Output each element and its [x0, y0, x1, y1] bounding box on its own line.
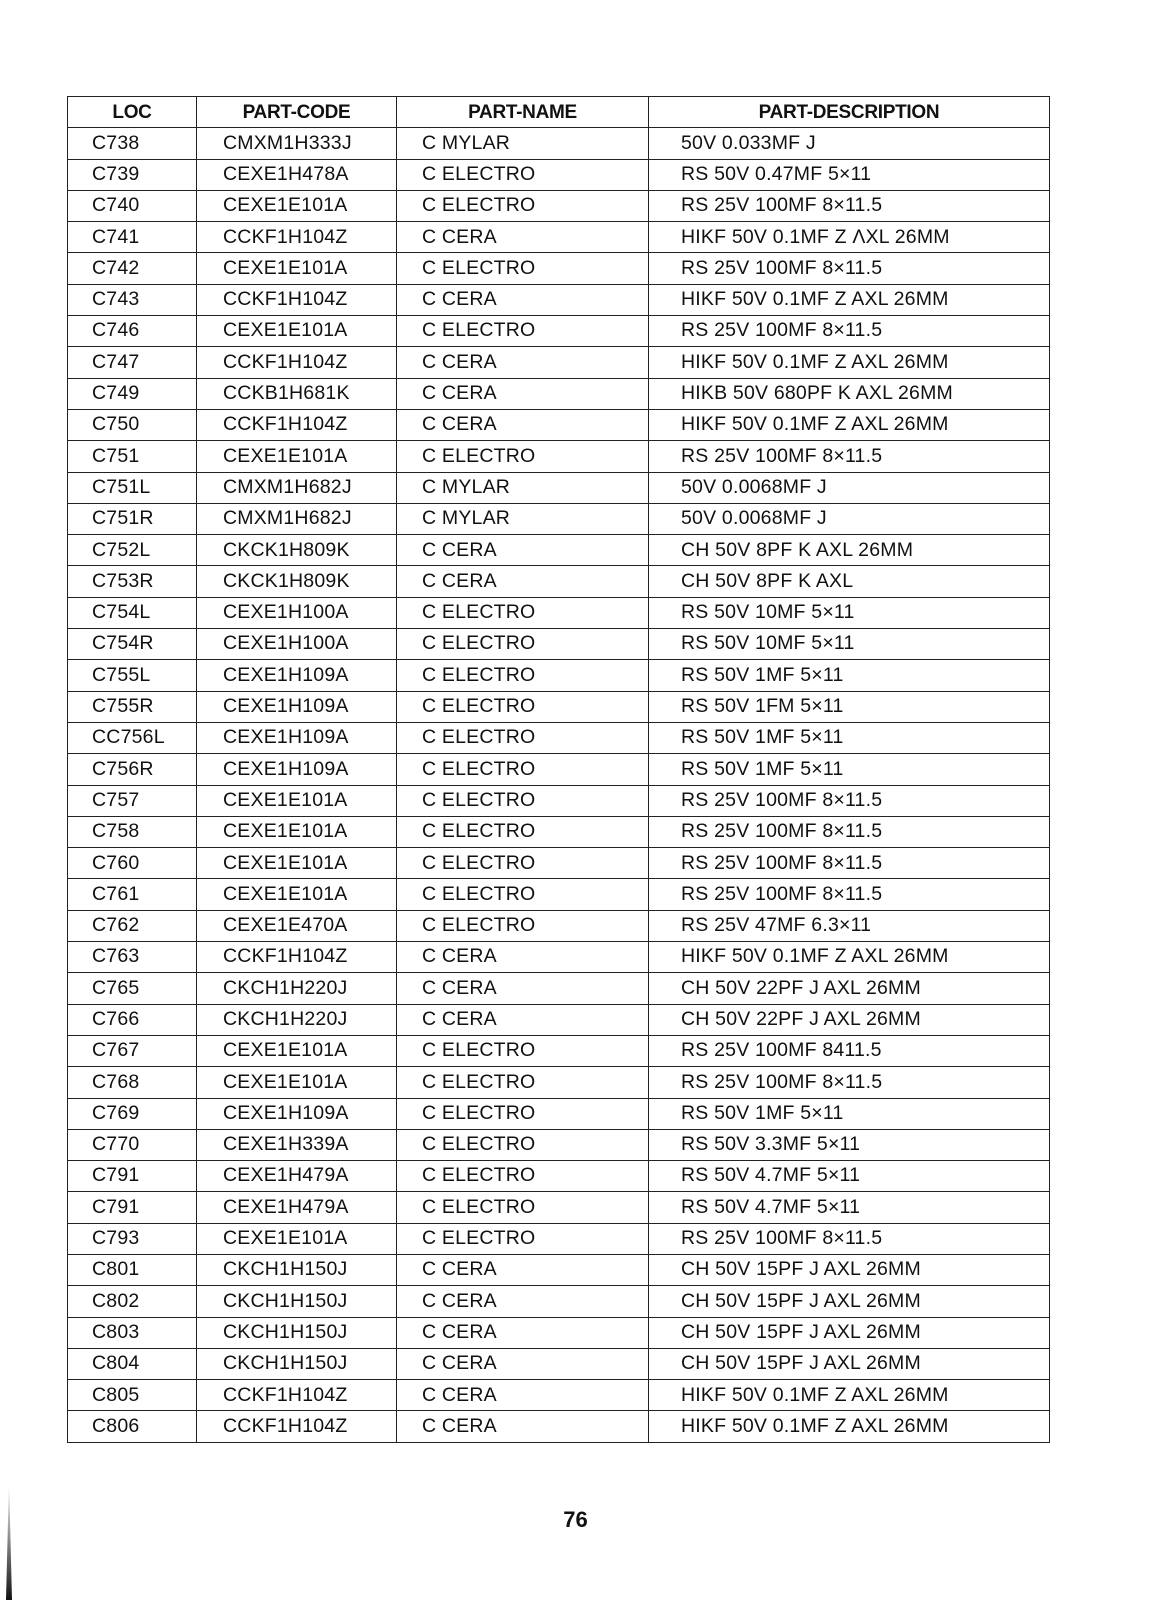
cell-part-code: CEXE1E101A: [197, 816, 397, 847]
table-row: [68, 1380, 1050, 1411]
table-row: [68, 754, 1050, 785]
cell-part-name: C ELECTRO: [397, 159, 649, 190]
header-loc: LOC: [68, 97, 197, 128]
cell-part-description: RS 25V 100MF 8×11.5: [649, 1223, 1050, 1254]
cell-part-code: CKCH1H220J: [197, 973, 397, 1004]
table-row: [68, 1223, 1050, 1254]
binding-shadow-mark: [6, 1480, 12, 1600]
cell-part-code: CEXE1H479A: [197, 1192, 397, 1223]
table-row: [68, 1411, 1050, 1442]
cell-part-code: CEXE1H109A: [197, 754, 397, 785]
cell-loc: C768: [68, 1067, 197, 1098]
table-row: [68, 253, 1050, 284]
cell-part-name: C MYLAR: [397, 503, 649, 534]
cell-loc: C762: [68, 910, 197, 941]
cell-part-name: C ELECTRO: [397, 629, 649, 660]
cell-part-code: CCKB1H681K: [197, 378, 397, 409]
cell-loc: C766: [68, 1004, 197, 1035]
cell-part-description: 50V 0.033MF J: [649, 128, 1050, 159]
cell-part-description: CH 50V 22PF J AXL 26MM: [649, 1004, 1050, 1035]
table-row: [68, 597, 1050, 628]
cell-loc: C802: [68, 1286, 197, 1317]
cell-loc: C754L: [68, 597, 197, 628]
table-header: [68, 97, 1050, 128]
cell-loc: C763: [68, 942, 197, 973]
cell-part-description: RS 25V 100MF 8411.5: [649, 1035, 1050, 1066]
cell-part-name: C CERA: [397, 284, 649, 315]
cell-loc: C769: [68, 1098, 197, 1129]
cell-part-code: CEXE1H100A: [197, 597, 397, 628]
table-row: [68, 441, 1050, 472]
cell-part-name: C ELECTRO: [397, 660, 649, 691]
cell-part-description: CH 50V 15PF J AXL 26MM: [649, 1348, 1050, 1379]
cell-loc: C767: [68, 1035, 197, 1066]
cell-part-code: CCKF1H104Z: [197, 284, 397, 315]
cell-loc: C752L: [68, 535, 197, 566]
cell-part-name: C CERA: [397, 1254, 649, 1285]
header-part-description: PART-DESCRIPTION: [649, 97, 1050, 128]
cell-part-description: RS 25V 100MF 8×11.5: [649, 1067, 1050, 1098]
cell-part-name: C CERA: [397, 973, 649, 1004]
cell-part-description: HIKB 50V 680PF K AXL 26MM: [649, 378, 1050, 409]
cell-loc: C755L: [68, 660, 197, 691]
cell-part-code: CEXE1E101A: [197, 316, 397, 347]
cell-loc: C755R: [68, 691, 197, 722]
table-row: [68, 691, 1050, 722]
cell-part-code: CEXE1H109A: [197, 691, 397, 722]
cell-loc: C793: [68, 1223, 197, 1254]
table-body: [68, 128, 1050, 1442]
cell-part-description: RS 50V 3.3MF 5×11: [649, 1129, 1050, 1160]
cell-part-description: RS 50V 4.7MF 5×11: [649, 1192, 1050, 1223]
cell-part-name: C ELECTRO: [397, 1067, 649, 1098]
cell-part-name: C CERA: [397, 942, 649, 973]
cell-part-description: CH 50V 15PF J AXL 26MM: [649, 1317, 1050, 1348]
cell-part-description: HIKF 50V 0.1MF Z AXL 26MM: [649, 284, 1050, 315]
cell-part-description: CH 50V 15PF J AXL 26MM: [649, 1286, 1050, 1317]
cell-part-description: RS 25V 100MF 8×11.5: [649, 253, 1050, 284]
cell-loc: C805: [68, 1380, 197, 1411]
cell-part-name: C CERA: [397, 1411, 649, 1442]
cell-loc: C803: [68, 1317, 197, 1348]
cell-part-name: C ELECTRO: [397, 848, 649, 879]
cell-loc: C739: [68, 159, 197, 190]
cell-loc: C804: [68, 1348, 197, 1379]
cell-loc: C741: [68, 222, 197, 253]
header-row: [68, 97, 1050, 128]
cell-part-name: C CERA: [397, 409, 649, 440]
cell-loc: C749: [68, 378, 197, 409]
cell-part-description: RS 50V 10MF 5×11: [649, 629, 1050, 660]
cell-part-name: C ELECTRO: [397, 785, 649, 816]
cell-loc: C750: [68, 409, 197, 440]
cell-loc: C742: [68, 253, 197, 284]
cell-loc: C765: [68, 973, 197, 1004]
cell-part-name: C ELECTRO: [397, 316, 649, 347]
table-row: [68, 1004, 1050, 1035]
cell-part-name: C ELECTRO: [397, 1192, 649, 1223]
cell-part-code: CMXM1H333J: [197, 128, 397, 159]
cell-part-description: HIKF 50V 0.1MF Z AXL 26MM: [649, 347, 1050, 378]
cell-part-code: CCKF1H104Z: [197, 222, 397, 253]
cell-loc: C751: [68, 441, 197, 472]
cell-part-name: C MYLAR: [397, 472, 649, 503]
cell-loc: C751L: [68, 472, 197, 503]
cell-part-code: CEXE1E101A: [197, 441, 397, 472]
cell-part-description: RS 25V 100MF 8×11.5: [649, 816, 1050, 847]
table-row: [68, 722, 1050, 753]
cell-loc: C747: [68, 347, 197, 378]
cell-part-name: C ELECTRO: [397, 691, 649, 722]
cell-part-description: HIKF 50V 0.1MF Z AXL 26MM: [649, 1411, 1050, 1442]
cell-loc: C740: [68, 190, 197, 221]
table-row: [68, 660, 1050, 691]
page-number: 76: [563, 1507, 588, 1532]
cell-part-name: C ELECTRO: [397, 879, 649, 910]
cell-part-code: CEXE1H109A: [197, 1098, 397, 1129]
parts-list-table: [67, 96, 1050, 1443]
cell-part-code: CKCH1H150J: [197, 1254, 397, 1285]
cell-part-code: CKCH1H220J: [197, 1004, 397, 1035]
table-row: [68, 503, 1050, 534]
table-row: [68, 1286, 1050, 1317]
cell-part-description: RS 50V 1MF 5×11: [649, 1098, 1050, 1129]
table-row: [68, 128, 1050, 159]
cell-part-code: CEXE1H479A: [197, 1161, 397, 1192]
table-row: [68, 409, 1050, 440]
cell-part-name: C ELECTRO: [397, 1223, 649, 1254]
cell-part-description: RS 50V 4.7MF 5×11: [649, 1161, 1050, 1192]
table-row: [68, 1161, 1050, 1192]
header-part-code: PART-CODE: [197, 97, 397, 128]
table-row: [68, 1098, 1050, 1129]
table-row: [68, 472, 1050, 503]
cell-part-description: RS 25V 100MF 8×11.5: [649, 879, 1050, 910]
cell-loc: C756R: [68, 754, 197, 785]
table-row: [68, 1035, 1050, 1066]
table-row: [68, 190, 1050, 221]
cell-part-name: C MYLAR: [397, 128, 649, 159]
cell-part-description: HIKF 50V 0.1MF Z AXL 26MM: [649, 1380, 1050, 1411]
cell-part-code: CEXE1E470A: [197, 910, 397, 941]
table-row: [68, 1348, 1050, 1379]
header-part-name: PART-NAME: [397, 97, 649, 128]
cell-part-code: CKCH1H150J: [197, 1286, 397, 1317]
table-row: [68, 1129, 1050, 1160]
cell-part-code: CCKF1H104Z: [197, 409, 397, 440]
cell-part-name: C CERA: [397, 1286, 649, 1317]
cell-part-name: C ELECTRO: [397, 1035, 649, 1066]
cell-part-name: C CERA: [397, 535, 649, 566]
cell-part-code: CEXE1H478A: [197, 159, 397, 190]
table-row: [68, 284, 1050, 315]
cell-part-description: RS 25V 100MF 8×11.5: [649, 441, 1050, 472]
cell-part-name: C ELECTRO: [397, 1129, 649, 1160]
cell-part-code: CEXE1E101A: [197, 848, 397, 879]
cell-loc: CC756L: [68, 722, 197, 753]
cell-loc: C791: [68, 1161, 197, 1192]
cell-part-code: CEXE1E101A: [197, 1223, 397, 1254]
table-row: [68, 879, 1050, 910]
cell-loc: C770: [68, 1129, 197, 1160]
cell-part-name: C CERA: [397, 1317, 649, 1348]
cell-part-code: CEXE1H109A: [197, 660, 397, 691]
cell-part-name: C ELECTRO: [397, 1161, 649, 1192]
cell-loc: C801: [68, 1254, 197, 1285]
cell-part-name: C CERA: [397, 378, 649, 409]
cell-part-code: CEXE1E101A: [197, 879, 397, 910]
cell-part-code: CKCK1H809K: [197, 535, 397, 566]
cell-part-description: RS 50V 1MF 5×11: [649, 660, 1050, 691]
cell-part-name: C CERA: [397, 347, 649, 378]
cell-part-code: CCKF1H104Z: [197, 942, 397, 973]
cell-part-description: RS 25V 100MF 8×11.5: [649, 785, 1050, 816]
table-row: [68, 159, 1050, 190]
cell-part-description: HIKF 50V 0.1MF Z AXL 26MM: [649, 409, 1050, 440]
cell-part-description: CH 50V 8PF K AXL: [649, 566, 1050, 597]
table-row: [68, 566, 1050, 597]
table-row: [68, 848, 1050, 879]
table-row: [68, 222, 1050, 253]
cell-part-name: C CERA: [397, 566, 649, 597]
cell-part-code: CKCK1H809K: [197, 566, 397, 597]
table-row: [68, 347, 1050, 378]
table-row: [68, 378, 1050, 409]
cell-part-code: CEXE1E101A: [197, 785, 397, 816]
cell-part-code: CEXE1H339A: [197, 1129, 397, 1160]
table-row: [68, 1192, 1050, 1223]
cell-part-code: CKCH1H150J: [197, 1348, 397, 1379]
cell-part-description: RS 50V 10MF 5×11: [649, 597, 1050, 628]
cell-loc: C753R: [68, 566, 197, 597]
cell-part-code: CMXM1H682J: [197, 472, 397, 503]
cell-part-description: CH 50V 15PF J AXL 26MM: [649, 1254, 1050, 1285]
cell-part-code: CEXE1H100A: [197, 629, 397, 660]
cell-part-name: C ELECTRO: [397, 190, 649, 221]
cell-loc: C751R: [68, 503, 197, 534]
cell-part-name: C ELECTRO: [397, 754, 649, 785]
cell-part-description: CH 50V 22PF J AXL 26MM: [649, 973, 1050, 1004]
cell-part-description: CH 50V 8PF K AXL 26MM: [649, 535, 1050, 566]
cell-part-description: HIKF 50V 0.1MF Z ΛXL 26MM: [649, 222, 1050, 253]
cell-part-name: C ELECTRO: [397, 722, 649, 753]
cell-part-code: CKCH1H150J: [197, 1317, 397, 1348]
table-row: [68, 1254, 1050, 1285]
cell-loc: C746: [68, 316, 197, 347]
cell-part-description: RS 50V 1MF 5×11: [649, 754, 1050, 785]
table-row: [68, 629, 1050, 660]
cell-part-code: CCKF1H104Z: [197, 1380, 397, 1411]
cell-part-name: C CERA: [397, 1348, 649, 1379]
cell-part-description: RS 25V 100MF 8×11.5: [649, 316, 1050, 347]
cell-part-code: CEXE1E101A: [197, 253, 397, 284]
cell-loc: C791: [68, 1192, 197, 1223]
cell-loc: C761: [68, 879, 197, 910]
cell-part-name: C CERA: [397, 1004, 649, 1035]
table-row: [68, 910, 1050, 941]
table-row: [68, 1067, 1050, 1098]
cell-part-name: C ELECTRO: [397, 1098, 649, 1129]
cell-part-name: C ELECTRO: [397, 253, 649, 284]
cell-part-code: CEXE1E101A: [197, 1035, 397, 1066]
table-row: [68, 973, 1050, 1004]
cell-part-description: RS 50V 0.47MF 5×11: [649, 159, 1050, 190]
cell-part-description: 50V 0.0068MF J: [649, 503, 1050, 534]
cell-part-name: C ELECTRO: [397, 816, 649, 847]
table-row: [68, 942, 1050, 973]
cell-part-name: C CERA: [397, 1380, 649, 1411]
cell-part-description: RS 50V 1FM 5×11: [649, 691, 1050, 722]
cell-loc: C758: [68, 816, 197, 847]
cell-part-name: C ELECTRO: [397, 441, 649, 472]
cell-part-description: 50V 0.0068MF J: [649, 472, 1050, 503]
cell-loc: C806: [68, 1411, 197, 1442]
cell-part-code: CCKF1H104Z: [197, 347, 397, 378]
cell-loc: C743: [68, 284, 197, 315]
cell-part-description: HIKF 50V 0.1MF Z AXL 26MM: [649, 942, 1050, 973]
cell-part-description: RS 50V 1MF 5×11: [649, 722, 1050, 753]
table-row: [68, 816, 1050, 847]
cell-loc: C760: [68, 848, 197, 879]
cell-part-description: RS 25V 47MF 6.3×11: [649, 910, 1050, 941]
cell-loc: C757: [68, 785, 197, 816]
table-row: [68, 316, 1050, 347]
cell-loc: C738: [68, 128, 197, 159]
cell-loc: C754R: [68, 629, 197, 660]
cell-part-code: CEXE1E101A: [197, 1067, 397, 1098]
cell-part-code: CEXE1H109A: [197, 722, 397, 753]
cell-part-code: CCKF1H104Z: [197, 1411, 397, 1442]
cell-part-code: CMXM1H682J: [197, 503, 397, 534]
cell-part-name: C ELECTRO: [397, 597, 649, 628]
cell-part-description: RS 25V 100MF 8×11.5: [649, 848, 1050, 879]
table-row: [68, 785, 1050, 816]
cell-part-description: RS 25V 100MF 8×11.5: [649, 190, 1050, 221]
table-row: [68, 1317, 1050, 1348]
table-row: [68, 535, 1050, 566]
cell-part-name: C ELECTRO: [397, 910, 649, 941]
cell-part-code: CEXE1E101A: [197, 190, 397, 221]
cell-part-name: C CERA: [397, 222, 649, 253]
